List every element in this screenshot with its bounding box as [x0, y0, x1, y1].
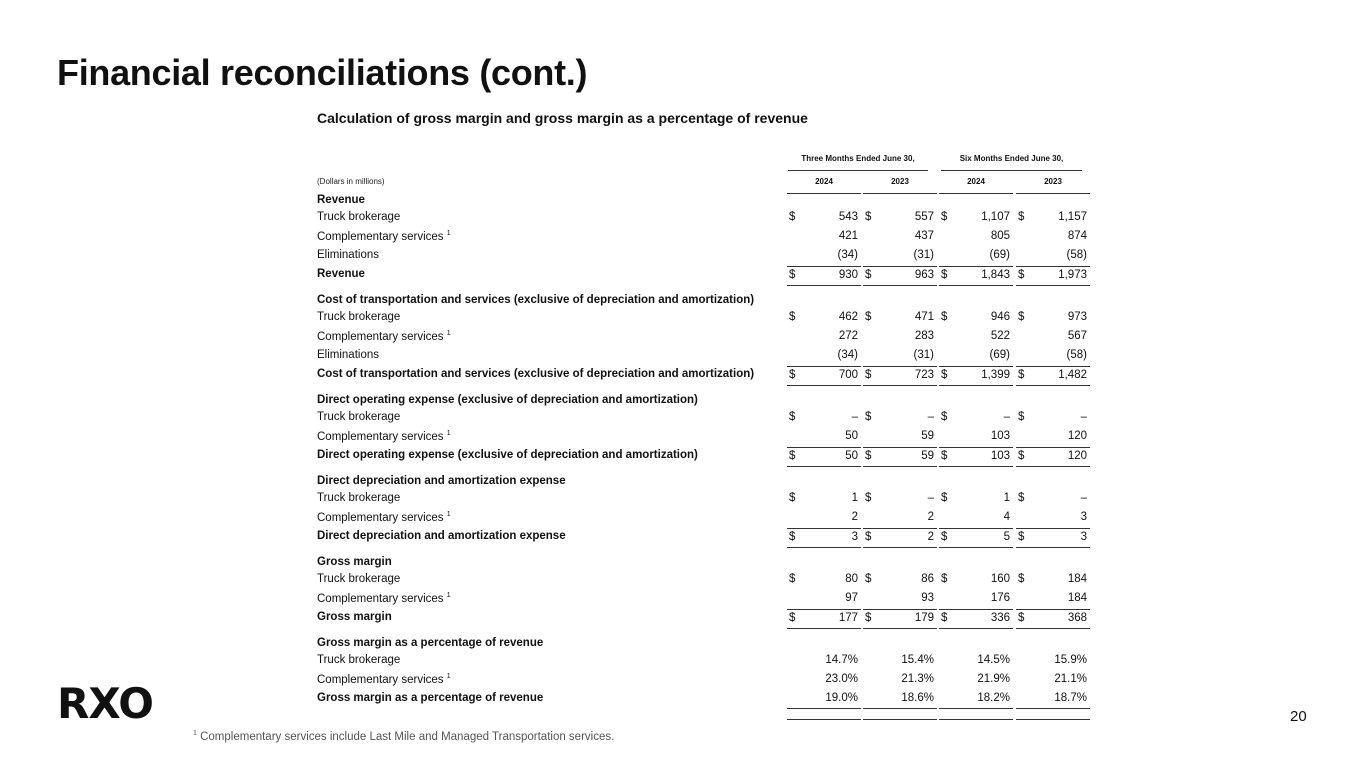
cell-value: 2: [927, 511, 934, 523]
value-cell: [1016, 409, 1090, 427]
currency-symbol: $: [865, 369, 872, 381]
section-heading-row: [317, 473, 1083, 490]
value-cell: [863, 571, 937, 589]
total-row: [317, 266, 1087, 285]
value-cell: [1016, 509, 1090, 527]
footnote-ref: 1: [446, 673, 451, 680]
total-row: [317, 690, 1087, 709]
value-cell: [787, 266, 861, 286]
row-label: [317, 592, 451, 605]
table-row: [317, 571, 1087, 590]
cell-value: (69): [989, 249, 1010, 261]
row-label-text: Truck brokerage: [317, 211, 401, 223]
cell-value: 700: [838, 369, 858, 381]
currency-symbol: $: [789, 531, 796, 543]
cell-value: 97: [845, 592, 858, 604]
currency-symbol: $: [1018, 450, 1025, 462]
section-heading-row: [317, 292, 1083, 309]
footnote-ref: 1: [446, 511, 451, 518]
cell-value: –: [1080, 492, 1087, 504]
row-label: [317, 230, 451, 243]
cell-value: 3: [1080, 531, 1087, 543]
value-cell: [939, 609, 1013, 629]
cell-value: 1,973: [1058, 269, 1087, 281]
value-cell: [939, 490, 1013, 508]
currency-symbol: $: [1018, 573, 1025, 585]
cell-value: 336: [990, 612, 1010, 624]
value-cell: [863, 509, 937, 527]
footnote: [193, 730, 614, 743]
value-cell: [787, 652, 861, 670]
cell-value: 50: [845, 430, 858, 442]
table-row: [317, 347, 1087, 366]
value-cell: [863, 228, 937, 246]
total-row: [317, 528, 1087, 547]
row-label-text: Complementary services: [317, 230, 444, 243]
cell-value: 18.6%: [901, 692, 934, 704]
value-cell: [787, 328, 861, 346]
value-cell: [1016, 266, 1090, 286]
currency-symbol: $: [1018, 211, 1025, 223]
value-cell: [1016, 428, 1090, 446]
cell-value: 50: [845, 450, 858, 462]
value-cell: [863, 266, 937, 286]
table-row: [317, 409, 1087, 428]
cell-value: 4: [1003, 511, 1010, 523]
table-row: [317, 490, 1087, 509]
row-label: [317, 511, 451, 524]
row-label-text: Complementary services: [317, 592, 444, 605]
row-label-text: Truck brokerage: [317, 311, 401, 323]
cell-value: 1,399: [981, 369, 1010, 381]
row-label: [317, 249, 379, 261]
cell-value: 177: [838, 612, 858, 624]
currency-symbol: $: [789, 492, 796, 504]
cell-value: 160: [990, 573, 1010, 585]
currency-symbol: $: [789, 211, 796, 223]
value-cell: [939, 671, 1013, 689]
cell-value: 21.1%: [1054, 673, 1087, 685]
cell-value: 963: [914, 269, 934, 281]
value-cell: [939, 328, 1013, 346]
value-cell: [939, 209, 1013, 227]
value-cell: [939, 347, 1013, 365]
value-cell: [863, 590, 937, 608]
currency-symbol: $: [865, 311, 872, 323]
row-label: [317, 673, 451, 686]
section-heading: Revenue: [317, 194, 365, 206]
section-heading: Direct depreciation and amortization expense: [317, 475, 566, 487]
cell-value: 86: [921, 573, 934, 585]
section-heading: Direct operating expense (exclusive of depreciation and amortization): [317, 394, 698, 406]
cell-value: 179: [914, 612, 934, 624]
table-row: [317, 328, 1087, 347]
currency-symbol: $: [789, 450, 796, 462]
cell-value: (34): [837, 249, 858, 261]
currency-symbol: $: [865, 211, 872, 223]
value-cell: [939, 366, 1013, 386]
total-label: Revenue: [317, 268, 365, 280]
row-label-text: Truck brokerage: [317, 654, 401, 666]
cell-value: 80: [845, 573, 858, 585]
value-cell: [787, 609, 861, 629]
footnote-ref: 1: [446, 230, 451, 237]
currency-symbol: $: [1018, 311, 1025, 323]
currency-symbol: $: [865, 531, 872, 543]
currency-symbol: $: [865, 269, 872, 281]
cell-value: 272: [838, 330, 858, 342]
cell-value: 567: [1067, 330, 1087, 342]
table-row: [317, 309, 1087, 328]
currency-symbol: $: [941, 369, 948, 381]
rxo-logo: RXO: [57, 679, 153, 728]
value-cell: [787, 671, 861, 689]
value-cell: [1016, 609, 1090, 629]
three-months-header: Three Months Ended June 30,: [788, 154, 928, 171]
value-cell: [863, 671, 937, 689]
value-cell: [787, 409, 861, 427]
table-row: [317, 590, 1087, 609]
value-cell: [787, 690, 861, 709]
value-cell: [1016, 671, 1090, 689]
table-row: [317, 428, 1087, 447]
currency-symbol: $: [865, 411, 872, 423]
currency-symbol: $: [865, 612, 872, 624]
value-cell: [863, 209, 937, 227]
currency-symbol: $: [865, 573, 872, 585]
units-note: (Dollars in millions): [317, 177, 385, 186]
row-label-text: Truck brokerage: [317, 411, 401, 423]
currency-symbol: $: [941, 492, 948, 504]
section-heading: Gross margin: [317, 556, 392, 568]
value-cell: [787, 209, 861, 227]
value-cell: [863, 366, 937, 386]
cell-value: 1,157: [1058, 211, 1087, 223]
value-cell: [1016, 347, 1090, 365]
value-cell: [787, 366, 861, 386]
value-cell: [939, 447, 1013, 467]
value-cell: [1016, 528, 1090, 548]
value-cell: [939, 428, 1013, 446]
value-cell: [787, 309, 861, 327]
value-cell: [939, 590, 1013, 608]
value-cell: [1016, 366, 1090, 386]
cell-value: 471: [914, 311, 934, 323]
currency-symbol: $: [1018, 269, 1025, 281]
value-cell: [1016, 690, 1090, 709]
value-cell: [1016, 490, 1090, 508]
value-cell: [1016, 309, 1090, 327]
cell-value: 59: [921, 450, 934, 462]
footnote-text: Complementary services include Last Mile and Managed Transportation services.: [200, 730, 615, 743]
total-row: [317, 366, 1087, 385]
row-label-text: Complementary services: [317, 430, 444, 443]
value-cell: [1016, 328, 1090, 346]
year-header-ytd-2024: 2024: [939, 177, 1013, 194]
cell-value: 973: [1067, 311, 1087, 323]
cell-value: 557: [914, 211, 934, 223]
row-label: [317, 330, 451, 343]
currency-symbol: $: [789, 369, 796, 381]
currency-symbol: $: [941, 531, 948, 543]
value-cell: [787, 347, 861, 365]
cell-value: 15.9%: [1054, 654, 1087, 666]
cell-value: 874: [1067, 230, 1087, 242]
cell-value: 184: [1067, 573, 1087, 585]
value-cell: [787, 509, 861, 527]
cell-value: 103: [990, 430, 1010, 442]
value-cell: [863, 609, 937, 629]
row-label-text: Complementary services: [317, 330, 444, 343]
cell-value: 18.7%: [1054, 692, 1087, 704]
cell-value: 1,482: [1058, 369, 1087, 381]
currency-symbol: $: [941, 450, 948, 462]
value-cell: [863, 309, 937, 327]
cell-value: (58): [1066, 249, 1087, 261]
value-cell: [939, 228, 1013, 246]
cell-value: 120: [1067, 430, 1087, 442]
six-months-header: Six Months Ended June 30,: [941, 154, 1082, 171]
cell-value: 15.4%: [901, 654, 934, 666]
currency-symbol: $: [1018, 369, 1025, 381]
row-label: [317, 573, 400, 585]
value-cell: [939, 247, 1013, 265]
currency-symbol: $: [789, 612, 796, 624]
row-label: [317, 430, 451, 443]
cell-value: (69): [989, 349, 1010, 361]
cell-value: 2: [851, 511, 858, 523]
cell-value: 14.5%: [977, 654, 1010, 666]
cell-value: 21.9%: [977, 673, 1010, 685]
year-header-ytd-2023: 2023: [1016, 177, 1090, 194]
currency-symbol: $: [865, 450, 872, 462]
row-label-text: Truck brokerage: [317, 492, 401, 504]
value-cell: [787, 247, 861, 265]
section-heading-row: [317, 192, 1083, 209]
year-header-q-2024: 2024: [787, 177, 861, 194]
cell-value: 1,107: [981, 211, 1010, 223]
value-cell: [863, 528, 937, 548]
row-label-text: Eliminations: [317, 249, 379, 261]
cell-value: (58): [1066, 349, 1087, 361]
currency-symbol: $: [789, 311, 796, 323]
value-cell: [1016, 209, 1090, 227]
cell-value: 5: [1003, 531, 1010, 543]
section-heading-row: [317, 392, 1083, 409]
table-row: [317, 209, 1087, 228]
currency-symbol: $: [1018, 492, 1025, 504]
section-heading-row: [317, 554, 1083, 571]
cell-value: 283: [914, 330, 934, 342]
cell-value: 14.7%: [825, 654, 858, 666]
row-label: [317, 411, 400, 423]
table-row: [317, 247, 1087, 266]
page-number: 20: [1290, 708, 1307, 725]
cell-value: 368: [1067, 612, 1087, 624]
footnote-ref: 1: [446, 592, 451, 599]
value-cell: [787, 428, 861, 446]
value-cell: [787, 228, 861, 246]
currency-symbol: $: [941, 573, 948, 585]
value-cell: [939, 266, 1013, 286]
cell-value: 543: [838, 211, 858, 223]
row-label: [317, 492, 400, 504]
cell-value: 18.2%: [977, 692, 1010, 704]
cell-value: 462: [838, 311, 858, 323]
cell-value: 2: [927, 531, 934, 543]
cell-value: 421: [838, 230, 858, 242]
currency-symbol: $: [1018, 612, 1025, 624]
currency-symbol: $: [941, 311, 948, 323]
value-cell: [939, 690, 1013, 709]
currency-symbol: $: [789, 411, 796, 423]
value-cell: [1016, 228, 1090, 246]
table-subtitle: Calculation of gross margin and gross margin as a percentage of revenue: [317, 110, 808, 126]
cell-value: 1,843: [981, 269, 1010, 281]
cell-value: 805: [990, 230, 1010, 242]
row-label: [317, 311, 400, 323]
currency-symbol: $: [941, 411, 948, 423]
total-row: [317, 609, 1087, 628]
row-label-text: Complementary services: [317, 511, 444, 524]
value-cell: [787, 447, 861, 467]
value-cell: [863, 247, 937, 265]
row-label: [317, 349, 379, 361]
value-cell: [863, 409, 937, 427]
value-cell: [863, 490, 937, 508]
currency-symbol: $: [941, 211, 948, 223]
value-cell: [939, 528, 1013, 548]
total-label: Direct operating expense (exclusive of depreciation and amortization): [317, 449, 698, 461]
section-heading: Gross margin as a percentage of revenue: [317, 637, 544, 649]
value-cell: [1016, 652, 1090, 670]
footnote-marker: 1: [193, 730, 197, 737]
table-row: [317, 652, 1087, 671]
value-cell: [1016, 447, 1090, 467]
currency-symbol: $: [941, 612, 948, 624]
cell-value: 21.3%: [901, 673, 934, 685]
value-cell: [787, 590, 861, 608]
cell-value: –: [927, 492, 934, 504]
page-title: Financial reconciliations (cont.): [57, 52, 588, 93]
cell-value: 120: [1067, 450, 1087, 462]
cell-value: 23.0%: [825, 673, 858, 685]
value-cell: [787, 528, 861, 548]
cell-value: 946: [990, 311, 1010, 323]
total-label: Cost of transportation and services (exclusive of depreciation and amortization): [317, 368, 755, 380]
value-cell: [1016, 590, 1090, 608]
cell-value: 103: [990, 450, 1010, 462]
table-row: [317, 228, 1087, 247]
row-label-text: Complementary services: [317, 673, 444, 686]
cell-value: 93: [921, 592, 934, 604]
footnote-ref: 1: [446, 430, 451, 437]
value-cell: [939, 309, 1013, 327]
value-cell: [939, 409, 1013, 427]
cell-value: 176: [990, 592, 1010, 604]
currency-symbol: $: [941, 269, 948, 281]
cell-value: –: [1080, 411, 1087, 423]
value-cell: [787, 490, 861, 508]
row-label-text: Eliminations: [317, 349, 379, 361]
footnote-ref: 1: [446, 330, 451, 337]
financial-table: [317, 192, 1087, 709]
currency-symbol: $: [789, 269, 796, 281]
section-heading: Cost of transportation and services (exclusive of depreciation and amortization): [317, 294, 755, 306]
value-cell: [1016, 247, 1090, 265]
value-cell: [939, 652, 1013, 670]
cell-value: –: [851, 411, 858, 423]
value-cell: [939, 509, 1013, 527]
currency-symbol: $: [1018, 531, 1025, 543]
cell-value: 184: [1067, 592, 1087, 604]
section-heading-row: [317, 635, 1083, 652]
value-cell: [863, 428, 937, 446]
year-header-q-2023: 2023: [863, 177, 937, 194]
value-cell: [863, 347, 937, 365]
cell-value: 437: [914, 230, 934, 242]
cell-value: 3: [1080, 511, 1087, 523]
value-cell: [787, 571, 861, 589]
value-cell: [1016, 571, 1090, 589]
table-row: [317, 671, 1087, 690]
value-cell: [863, 447, 937, 467]
total-label: Gross margin as a percentage of revenue: [317, 692, 544, 704]
value-cell: [863, 652, 937, 670]
total-label: Gross margin: [317, 611, 392, 623]
cell-value: 723: [914, 369, 934, 381]
cell-value: (34): [837, 349, 858, 361]
cell-value: (31): [913, 349, 934, 361]
total-row: [317, 447, 1087, 466]
currency-symbol: $: [1018, 411, 1025, 423]
value-cell: [863, 690, 937, 709]
cell-value: 19.0%: [825, 692, 858, 704]
row-label-text: Truck brokerage: [317, 573, 401, 585]
cell-value: 930: [838, 269, 858, 281]
cell-value: –: [927, 411, 934, 423]
cell-value: 1: [1003, 492, 1010, 504]
currency-symbol: $: [865, 492, 872, 504]
row-label: [317, 654, 400, 666]
cell-value: 59: [921, 430, 934, 442]
currency-symbol: $: [789, 573, 796, 585]
value-cell: [863, 328, 937, 346]
cell-value: 3: [851, 531, 858, 543]
cell-value: 522: [990, 330, 1010, 342]
total-label: Direct depreciation and amortization expense: [317, 530, 566, 542]
row-label: [317, 211, 400, 223]
table-row: [317, 509, 1087, 528]
value-cell: [939, 571, 1013, 589]
cell-value: –: [1003, 411, 1010, 423]
cell-value: (31): [913, 249, 934, 261]
cell-value: 1: [851, 492, 858, 504]
